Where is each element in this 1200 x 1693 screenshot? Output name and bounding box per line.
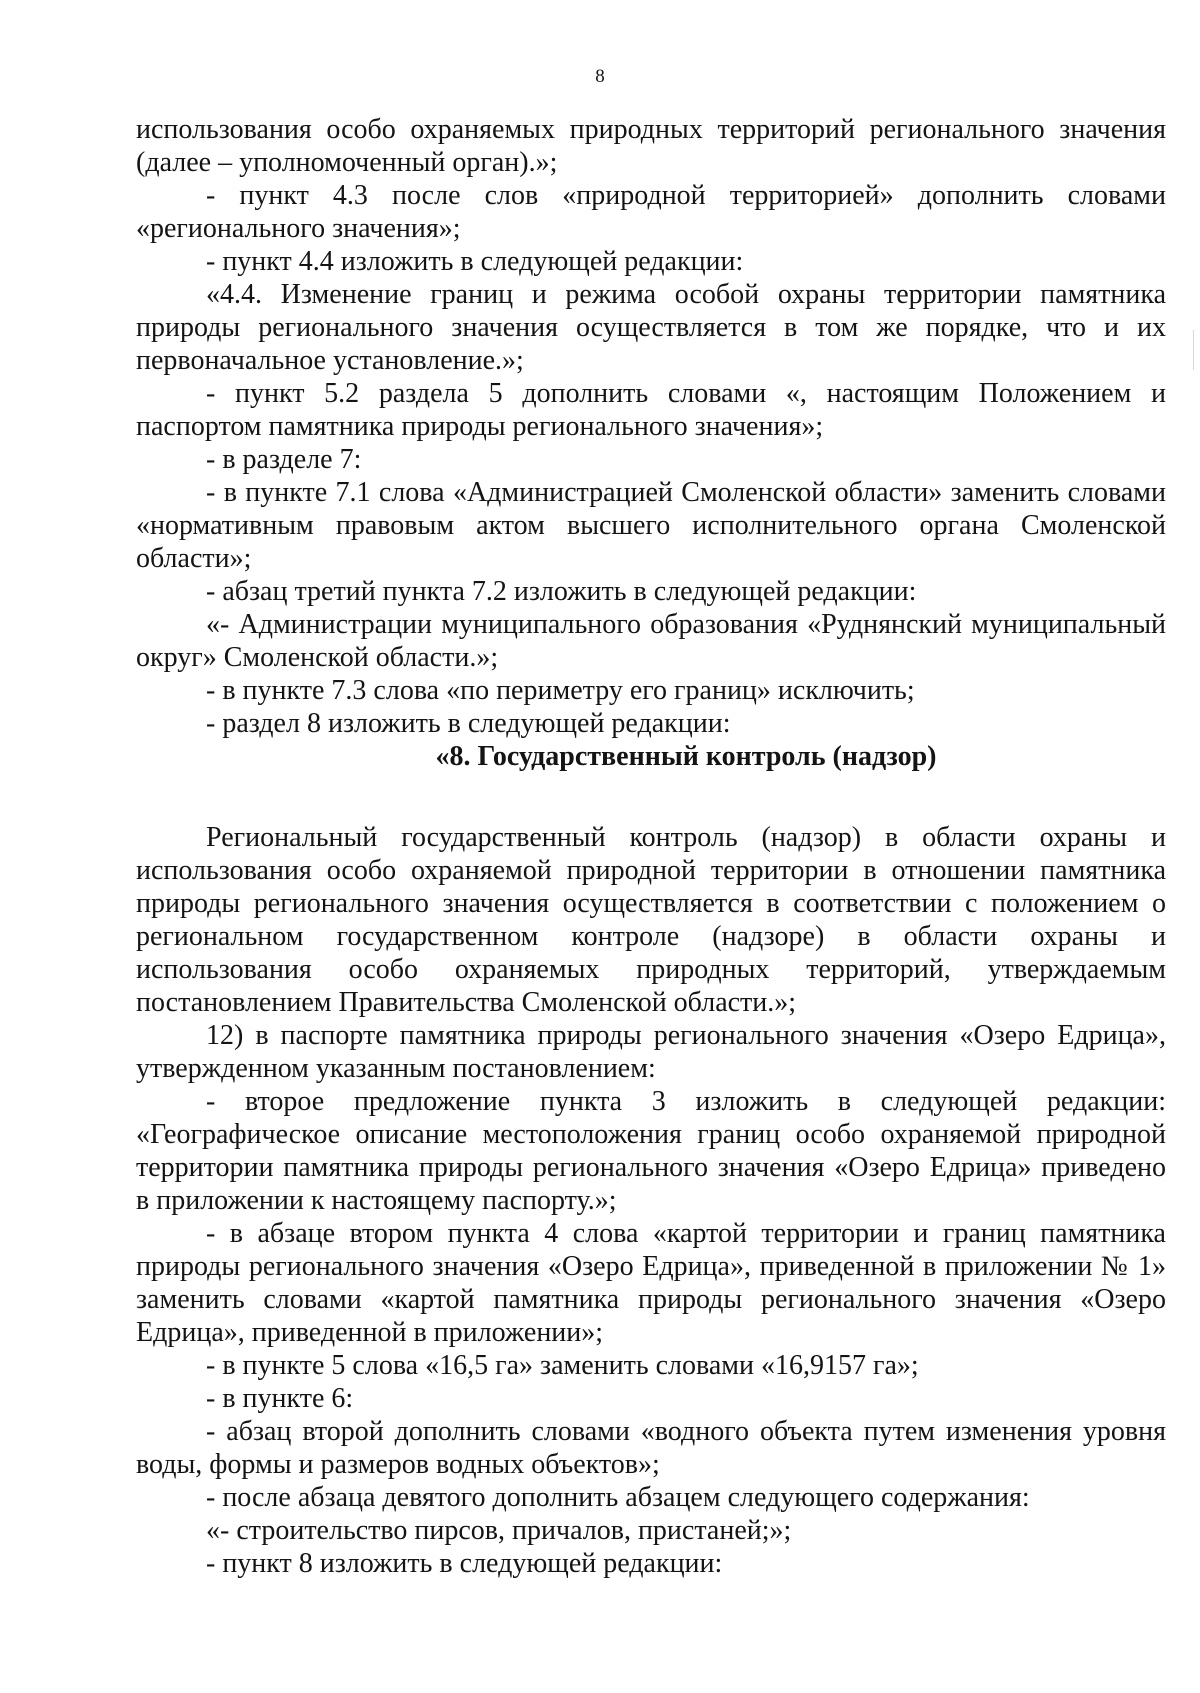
paragraph: - второе предложение пункта 3 изложить в следующей редакции: «Географическое описание местоположения границ особо охраняемой природной территории памятника природы регионального значения «Озеро Едрица» приведено в приложении к настоящему паспорту.»;	[136, 1086, 1166, 1216]
paragraph: - абзац третий пункта 7.2 изложить в следующей редакции:	[206, 576, 917, 607]
paragraph: - в пункте 6:	[206, 1383, 354, 1414]
paragraph: - в пункте 5 слова «16,5 га» заменить словами «16,9157 га»;	[206, 1350, 919, 1381]
paragraph: - пункт 4.4 изложить в следующей редакции:	[206, 246, 744, 277]
paragraph: - пункт 4.3 после слов «природной территорией» дополнить словами «регионального значения»;	[136, 180, 1166, 244]
section-heading: «8. Государственный контроль (надзор)	[435, 741, 937, 772]
paragraph: - в пункте 7.1 слова «Администрацией Смоленской области» заменить словами «нормативным правовым актом высшего исполнительного органа Смоленской области»;	[136, 477, 1166, 574]
paragraph: 12) в паспорте памятника природы регионального значения «Озеро Едрица», утвержденном указанным постановлением:	[136, 1020, 1166, 1084]
paragraph: - в пункте 7.3 слова «по периметру его границ» исключить;	[206, 675, 915, 706]
paragraph: - в разделе 7:	[206, 444, 362, 475]
paragraph: «- строительство пирсов, причалов, пристаней;»;	[206, 1515, 792, 1546]
paragraph: - пункт 8 изложить в следующей редакции:	[206, 1548, 723, 1579]
paragraph: Региональный государственный контроль (надзор) в области охраны и использования особо охраняемой природной территории в отношении памятника природы регионального значения осуществляется в соответствии с положением о региональном государственном контроле (надзоре) в области охраны и использования особо охраняемых природных территорий, утверждаемым постановлением Правительства Смоленской области.»;	[136, 822, 1166, 1018]
paragraph: - абзац второй дополнить словами «водного объекта путем изменения уровня воды, формы и размеров водных объектов»;	[136, 1416, 1166, 1480]
paragraph: использования особо охраняемых природных территорий регионального значения (далее – уполномоченный орган).»;	[136, 114, 1166, 178]
paragraph: - пункт 5.2 раздела 5 дополнить словами «, настоящим Положением и паспортом памятника природы регионального значения»;	[136, 378, 1166, 442]
page-number: 8	[595, 66, 605, 87]
paragraph: - после абзаца девятого дополнить абзацем следующего содержания:	[206, 1482, 1030, 1513]
paragraph: «- Администрации муниципального образования «Руднянский муниципальный округ» Смоленской области.»;	[136, 609, 1166, 673]
paragraph: - раздел 8 изложить в следующей редакции:	[206, 708, 731, 739]
document-body	[136, 113, 1166, 1580]
section-gap	[136, 773, 1166, 821]
scan-artifact	[1193, 330, 1194, 370]
paragraph: «4.4. Изменение границ и режима особой охраны территории памятника природы регионального значения осуществляется в том же порядке, что и их первоначальное установление.»;	[136, 279, 1166, 376]
paragraph: - в абзаце втором пункта 4 слова «картой территории и границ памятника природы регионального значения «Озеро Едрица», приведенной в приложении № 1» заменить словами «картой памятника природы регионального значения «Озеро Едрица», приведенной в приложении»;	[136, 1218, 1166, 1348]
